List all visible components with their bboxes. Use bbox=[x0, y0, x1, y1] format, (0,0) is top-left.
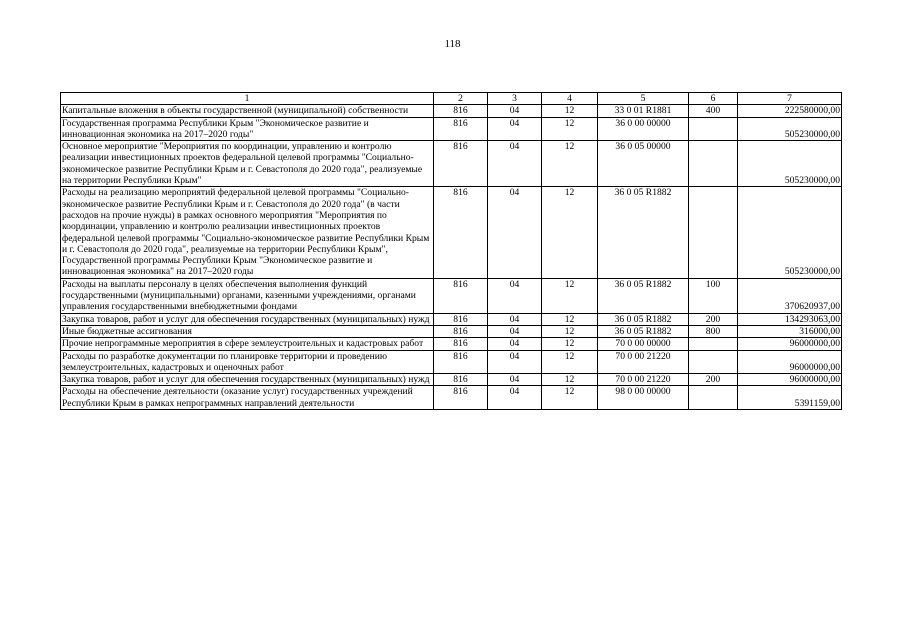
section-cell: 04 bbox=[488, 187, 542, 278]
description-cell: Иные бюджетные ассигнования bbox=[61, 325, 434, 337]
header-cell: 5 bbox=[598, 93, 689, 105]
target-article-cell: 36 0 05 00000 bbox=[598, 141, 689, 187]
table-row bbox=[61, 278, 842, 313]
expense-type-cell: 100 bbox=[689, 278, 738, 313]
header-cell: 4 bbox=[542, 93, 598, 105]
section-cell: 04 bbox=[488, 386, 542, 410]
subsection-cell: 12 bbox=[542, 325, 598, 337]
expense-type-cell bbox=[689, 187, 738, 278]
target-article-cell: 98 0 00 00000 bbox=[598, 386, 689, 410]
description-cell: Закупка товаров, работ и услуг для обеспечения государственных (муниципальных) нужд bbox=[61, 313, 434, 325]
description-cell: Расходы по разработке документации по планировке территории и проведению землеустроительных, кадастровых и оценочных работ bbox=[61, 350, 434, 374]
expense-type-cell bbox=[689, 141, 738, 187]
target-article-cell: 36 0 05 R1882 bbox=[598, 325, 689, 337]
admin-code-cell: 816 bbox=[434, 187, 488, 278]
section-cell: 04 bbox=[488, 141, 542, 187]
section-cell: 04 bbox=[488, 325, 542, 337]
subsection-cell: 12 bbox=[542, 187, 598, 278]
admin-code-cell: 816 bbox=[434, 386, 488, 410]
admin-code-cell: 816 bbox=[434, 141, 488, 187]
amount-cell: 370620937,00 bbox=[738, 278, 842, 313]
section-cell: 04 bbox=[488, 374, 542, 386]
table-row bbox=[61, 187, 842, 278]
table-row bbox=[61, 350, 842, 374]
target-article-cell: 33 0 01 R1881 bbox=[598, 105, 689, 117]
expense-type-cell bbox=[689, 386, 738, 410]
amount-cell: 96000000,00 bbox=[738, 374, 842, 386]
header-cell: 3 bbox=[488, 93, 542, 105]
target-article-cell: 70 0 00 21220 bbox=[598, 350, 689, 374]
target-article-cell: 36 0 05 R1882 bbox=[598, 278, 689, 313]
header-cell: 1 bbox=[61, 93, 434, 105]
amount-cell: 96000000,00 bbox=[738, 338, 842, 350]
table-row bbox=[61, 325, 842, 337]
admin-code-cell: 816 bbox=[434, 338, 488, 350]
table-row bbox=[61, 141, 842, 187]
subsection-cell: 12 bbox=[542, 141, 598, 187]
description-cell: Расходы на обеспечение деятельности (оказание услуг) государственных учреждений Республики Крым в рамках непрограммных направлений деятельности bbox=[61, 386, 434, 410]
section-cell: 04 bbox=[488, 313, 542, 325]
amount-cell: 96000000,00 bbox=[738, 350, 842, 374]
section-cell: 04 bbox=[488, 278, 542, 313]
expense-type-cell bbox=[689, 350, 738, 374]
admin-code-cell: 816 bbox=[434, 374, 488, 386]
description-cell: Государственная программа Республики Крым "Экономическое развитие и инновационная экономика на 2017–2020 годы" bbox=[61, 117, 434, 141]
amount-cell: 222580000,00 bbox=[738, 105, 842, 117]
subsection-cell: 12 bbox=[542, 386, 598, 410]
table-row bbox=[61, 313, 842, 325]
expense-type-cell bbox=[689, 338, 738, 350]
admin-code-cell: 816 bbox=[434, 313, 488, 325]
budget-table bbox=[60, 92, 842, 410]
table-row bbox=[61, 117, 842, 141]
admin-code-cell: 816 bbox=[434, 350, 488, 374]
admin-code-cell: 816 bbox=[434, 278, 488, 313]
table-row bbox=[61, 374, 842, 386]
expense-type-cell: 800 bbox=[689, 325, 738, 337]
section-cell: 04 bbox=[488, 350, 542, 374]
description-cell: Закупка товаров, работ и услуг для обеспечения государственных (муниципальных) нужд bbox=[61, 374, 434, 386]
section-cell: 04 bbox=[488, 105, 542, 117]
table-row bbox=[61, 386, 842, 410]
page-number: 118 bbox=[444, 38, 461, 50]
admin-code-cell: 816 bbox=[434, 105, 488, 117]
header-cell: 2 bbox=[434, 93, 488, 105]
target-article-cell: 36 0 05 R1882 bbox=[598, 313, 689, 325]
expense-type-cell: 200 bbox=[689, 374, 738, 386]
admin-code-cell: 816 bbox=[434, 117, 488, 141]
expense-type-cell: 400 bbox=[689, 105, 738, 117]
subsection-cell: 12 bbox=[542, 338, 598, 350]
section-cell: 04 bbox=[488, 338, 542, 350]
amount-cell: 505230000,00 bbox=[738, 187, 842, 278]
target-article-cell: 70 0 00 00000 bbox=[598, 338, 689, 350]
table-header-row bbox=[61, 93, 842, 105]
expense-type-cell: 200 bbox=[689, 313, 738, 325]
table-row bbox=[61, 105, 842, 117]
subsection-cell: 12 bbox=[542, 278, 598, 313]
description-cell: Расходы на выплаты персоналу в целях обеспечения выполнения функций государственными (муниципальными) органами, казенными учреждениями, органами управления государственными внебюджетными фондами bbox=[61, 278, 434, 313]
target-article-cell: 36 0 05 R1882 bbox=[598, 187, 689, 278]
subsection-cell: 12 bbox=[542, 117, 598, 141]
section-cell: 04 bbox=[488, 117, 542, 141]
description-cell: Капитальные вложения в объекты государственной (муниципальной) собственности bbox=[61, 105, 434, 117]
admin-code-cell: 816 bbox=[434, 325, 488, 337]
subsection-cell: 12 bbox=[542, 313, 598, 325]
amount-cell: 316000,00 bbox=[738, 325, 842, 337]
description-cell: Прочие непрограммные мероприятия в сфере землеустроительных и кадастровых работ bbox=[61, 338, 434, 350]
header-cell: 6 bbox=[689, 93, 738, 105]
subsection-cell: 12 bbox=[542, 350, 598, 374]
amount-cell: 505230000,00 bbox=[738, 141, 842, 187]
table-row bbox=[61, 338, 842, 350]
subsection-cell: 12 bbox=[542, 374, 598, 386]
header-cell: 7 bbox=[738, 93, 842, 105]
amount-cell: 505230000,00 bbox=[738, 117, 842, 141]
target-article-cell: 70 0 00 21220 bbox=[598, 374, 689, 386]
expense-type-cell bbox=[689, 117, 738, 141]
description-cell: Расходы на реализацию мероприятий федеральной целевой программы "Социально-экономическое развитие Республики Крым и г. Севастополя до 2020 года" (в части расходов на прочие нужды) в рамках основного мероприятия "Мероприятия по координации, управлению и контролю реализации инвестиционных проектов федеральной целевой программы "Социально-экономическое развитие Республики Крым и г. Севастополя до 2020 года", реализуемые на территории Республики Крым", Государственной программы Республики Крым "Экономическое развитие и инновационная экономика" на 2017–2020 годы bbox=[61, 187, 434, 278]
target-article-cell: 36 0 00 00000 bbox=[598, 117, 689, 141]
description-cell: Основное мероприятие "Мероприятия по координации, управлению и контролю реализации инвестиционных проектов федеральной целевой программы "Социально-экономическое развитие Республики Крым и г. Севастополя до 2020 года", реализуемые на территории Республики Крым" bbox=[61, 141, 434, 187]
amount-cell: 5391159,00 bbox=[738, 386, 842, 410]
subsection-cell: 12 bbox=[542, 105, 598, 117]
amount-cell: 134293063,00 bbox=[738, 313, 842, 325]
